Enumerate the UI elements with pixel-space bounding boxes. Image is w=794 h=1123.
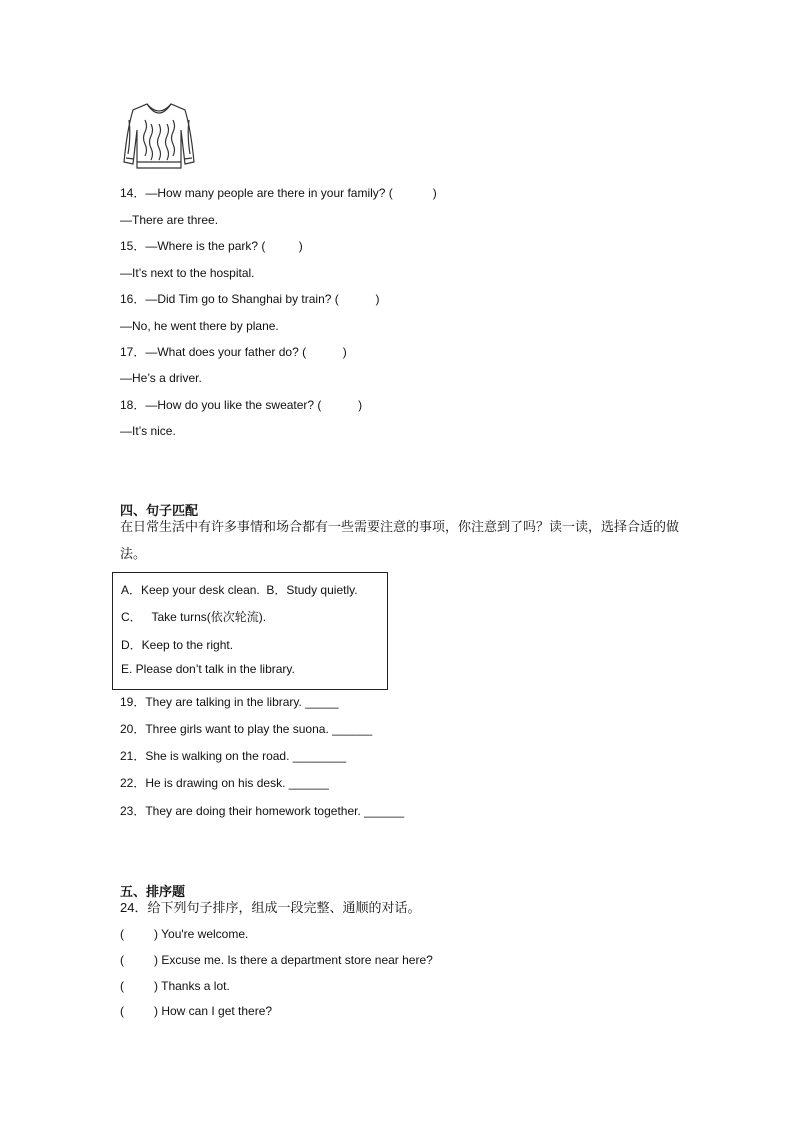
answer-17: —He’s a driver.	[120, 371, 202, 385]
section5-title: 五、排序题	[120, 884, 186, 899]
item-21: 21．She is walking on the road. ________	[120, 749, 347, 763]
item-19: 19．They are talking in the library. _____	[120, 695, 339, 709]
item-23: 23．They are doing their homework together. ______	[120, 804, 405, 818]
question-18: 18．—How do you like the sweater? ( )	[120, 398, 363, 412]
order-line-1: ( ) You're welcome.	[120, 927, 249, 941]
question-16: 16．—Did Tim go to Shanghai by train? ( )	[120, 292, 380, 306]
option-d: D．Keep to the right.	[121, 638, 234, 652]
section5-instruction: 24．给下列句子排序，组成一段完整、通顺的对话。	[120, 900, 421, 915]
question-15: 15．—Where is the park? ( )	[120, 239, 303, 253]
sweater-image	[121, 100, 197, 172]
section4-intro: 在日常生活中有许多事情和场合都有一些需要注意的事项，你注意到了吗？读一读，选择合适的做法。	[120, 519, 680, 561]
order-line-2: ( ) Excuse me. Is there a department store near here?	[120, 953, 433, 967]
answer-14: —There are three.	[120, 213, 219, 227]
option-e: E. Please don’t talk in the library.	[121, 662, 295, 676]
section4-title: 四、句子匹配	[120, 503, 199, 518]
answer-16: —No, he went there by plane.	[120, 319, 279, 333]
option-a-b: A．Keep your desk clean. B．Study quietly.	[121, 583, 358, 597]
order-line-3: ( ) Thanks a lot.	[120, 979, 230, 993]
answer-15: —It’s next to the hospital.	[120, 266, 255, 280]
item-22: 22．He is drawing on his desk. ______	[120, 776, 329, 790]
answer-18: —It’s nice.	[120, 424, 176, 438]
order-line-4: ( ) How can I get there?	[120, 1004, 273, 1018]
question-17: 17．—What does your father do? ( )	[120, 345, 347, 359]
options-box	[112, 572, 388, 690]
item-20: 20．Three girls want to play the suona. ______	[120, 722, 373, 736]
question-14: 14．—How many people are there in your family? ( )	[120, 186, 437, 200]
option-c: C． Take turns(依次轮流).	[121, 610, 267, 624]
